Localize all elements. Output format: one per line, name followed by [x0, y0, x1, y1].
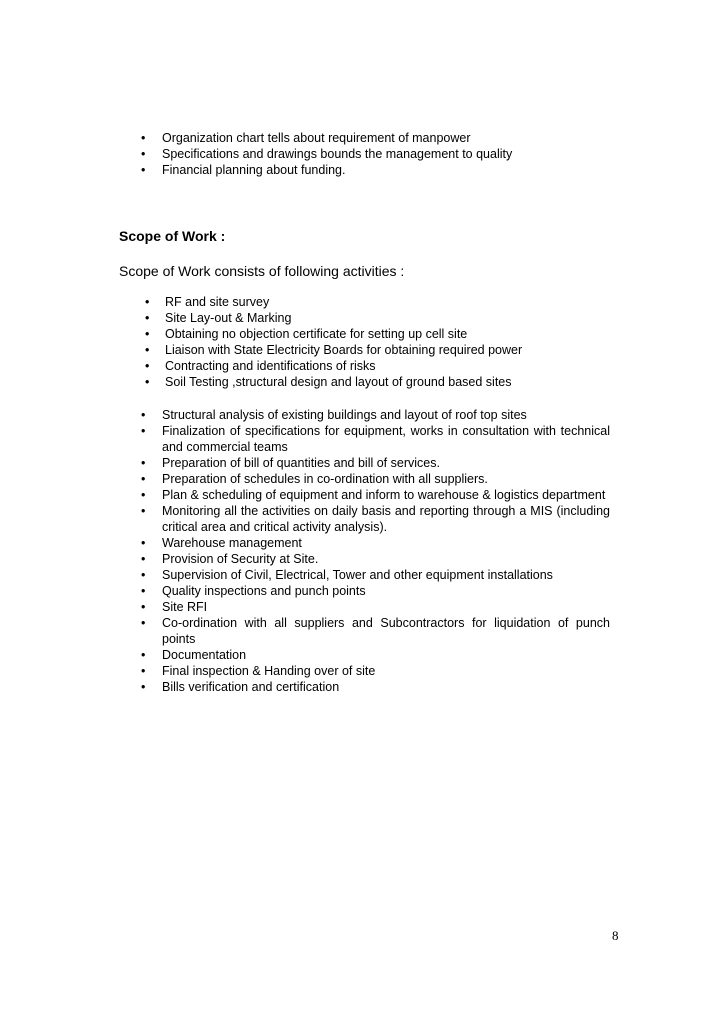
list-item: [145, 326, 615, 342]
section-heading: Scope of Work :: [119, 228, 226, 244]
list-item-text: Organization chart tells about requirement of manpower: [162, 131, 471, 145]
list-item: [141, 535, 610, 551]
list-item-text: Site RFI: [162, 600, 208, 614]
list-item-text: Liaison with State Electricity Boards for obtaining required power: [165, 343, 523, 357]
list-item-text: Warehouse management: [162, 536, 302, 550]
list-item: [141, 146, 622, 162]
bullet-icon: •: [141, 584, 146, 598]
list-item: [145, 342, 615, 358]
scope-activity-list: [145, 294, 615, 390]
list-item: [141, 455, 610, 471]
list-item-text: Monitoring all the activities on daily basis and reporting through a MIS (including critical area and critical activity analysis).: [162, 504, 610, 534]
list-item: [145, 310, 615, 326]
bullet-icon: •: [141, 552, 146, 566]
list-item: [145, 294, 615, 310]
bullet-icon: •: [141, 616, 146, 630]
list-item: [141, 599, 610, 615]
list-item-text: Obtaining no objection certificate for setting up cell site: [165, 327, 468, 341]
planning-bullet-list: [141, 130, 622, 178]
list-item-text: Financial planning about funding.: [162, 163, 346, 177]
list-item-text: Preparation of schedules in co-ordination with all suppliers.: [162, 472, 488, 486]
bullet-icon: •: [141, 147, 146, 161]
bullet-icon: •: [141, 408, 146, 422]
list-item-text: Finalization of specifications for equipment, works in consultation with technical and commercial teams: [162, 424, 610, 454]
bullet-icon: •: [145, 359, 150, 373]
list-item-text: Specifications and drawings bounds the management to quality: [162, 147, 513, 161]
bullet-icon: •: [145, 327, 150, 341]
bullet-icon: •: [141, 504, 146, 518]
bullet-icon: •: [141, 648, 146, 662]
list-item: [141, 663, 610, 679]
list-item: [141, 583, 610, 599]
list-item-text: Quality inspections and punch points: [162, 584, 366, 598]
list-item: [145, 358, 615, 374]
list-item: [141, 407, 610, 423]
list-item: [141, 647, 610, 663]
list-item-text: Site Lay-out & Marking: [165, 311, 292, 325]
list-item-text: Co-ordination with all suppliers and Subcontractors for liquidation of punch points: [162, 616, 610, 646]
list-item-text: Final inspection & Handing over of site: [162, 664, 376, 678]
bullet-icon: •: [141, 568, 146, 582]
section-intro: Scope of Work consists of following activities :: [119, 263, 405, 279]
bullet-icon: •: [141, 536, 146, 550]
bullet-icon: •: [141, 424, 146, 438]
bullet-icon: •: [141, 456, 146, 470]
list-item: [141, 471, 610, 487]
bullet-icon: •: [141, 680, 146, 694]
list-item-text: Documentation: [162, 648, 247, 662]
list-item-text: Preparation of bill of quantities and bill of services.: [162, 456, 440, 470]
page-number: 8: [612, 928, 619, 943]
list-item: [141, 567, 610, 583]
list-item-text: Soil Testing ,structural design and layout of ground based sites: [165, 375, 512, 389]
list-item-text: Bills verification and certification: [162, 680, 340, 694]
list-item-text: Structural analysis of existing buildings and layout of roof top sites: [162, 408, 527, 422]
list-item: [141, 130, 622, 146]
list-item: [141, 679, 610, 695]
bullet-icon: •: [141, 131, 146, 145]
list-item: [141, 615, 610, 647]
list-item: [141, 551, 610, 567]
scope-activity-list-continued: [141, 407, 610, 695]
bullet-icon: •: [141, 600, 146, 614]
bullet-icon: •: [141, 472, 146, 486]
list-item: [141, 423, 610, 455]
bullet-icon: •: [145, 343, 150, 357]
list-item-text: RF and site survey: [165, 295, 270, 309]
list-item-text: Contracting and identifications of risks: [165, 359, 376, 373]
list-item-text: Plan & scheduling of equipment and inform to warehouse & logistics department: [162, 488, 606, 502]
list-item-text: Provision of Security at Site.: [162, 552, 319, 566]
list-item: [145, 374, 615, 390]
list-item: [141, 162, 622, 178]
list-item: [141, 487, 610, 503]
bullet-icon: •: [141, 163, 146, 177]
list-item-text: Supervision of Civil, Electrical, Tower and other equipment installations: [162, 568, 553, 582]
bullet-icon: •: [145, 375, 150, 389]
bullet-icon: •: [141, 488, 146, 502]
bullet-icon: •: [145, 295, 150, 309]
bullet-icon: •: [141, 664, 146, 678]
list-item: [141, 503, 610, 535]
bullet-icon: •: [145, 311, 150, 325]
